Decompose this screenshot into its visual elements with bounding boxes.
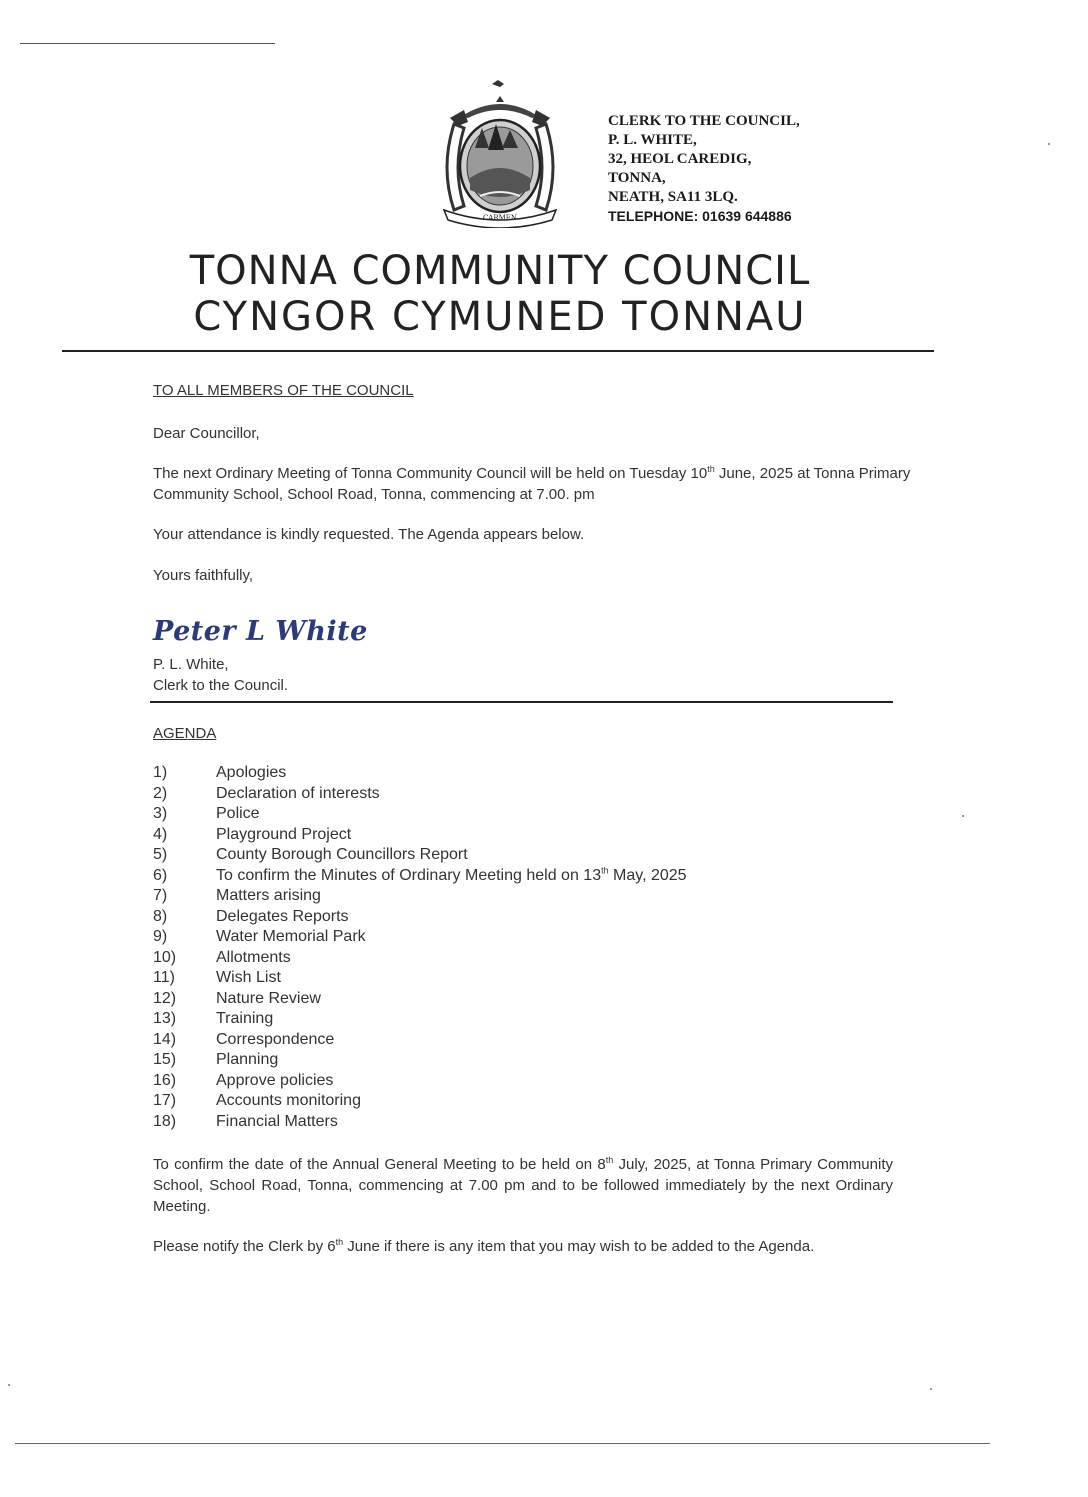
address-line-name: P. L. WHITE, (608, 132, 697, 148)
closing-phrase: Yours faithfully, (153, 567, 254, 584)
agenda-item-number: 1) (153, 764, 168, 781)
scan-speck (930, 1388, 932, 1390)
agenda-item-label: Financial Matters (216, 1112, 338, 1130)
scan-speck (962, 815, 964, 817)
signatory-name: P. L. White, (153, 656, 229, 673)
agenda-item-label: Police (216, 805, 260, 822)
address-line-town: TONNA, (608, 170, 666, 186)
agenda-item (153, 1050, 687, 1071)
agenda-item (153, 968, 687, 989)
agenda-item-number: 4) (153, 825, 168, 843)
agenda-item-number: 14) (153, 1030, 177, 1048)
agenda-item-number: 2) (153, 784, 168, 802)
signatory-role: Clerk to the Council. (153, 677, 289, 694)
meeting-notice-paragraph (153, 463, 913, 505)
agenda-item (153, 927, 687, 948)
agenda-item-number: 16) (153, 1071, 177, 1089)
agenda-item (153, 1091, 687, 1112)
agenda-item-number: 3) (153, 805, 168, 822)
agenda-item-label: Nature Review (216, 989, 321, 1007)
agenda-item (153, 845, 687, 866)
council-crest-icon (430, 78, 570, 228)
agenda-item (153, 1009, 687, 1030)
agenda-item6-sup: th (601, 865, 609, 876)
agenda-item-number: 12) (153, 989, 177, 1007)
agenda-item-label: Correspondence (216, 1030, 335, 1048)
agenda-item-number: 15) (153, 1051, 177, 1068)
agm-text-a: To confirm the date of the Annual General Meeting to be held on 8 (153, 1156, 606, 1173)
agenda-item (153, 948, 687, 969)
notify-sup: th (335, 1237, 344, 1247)
header-divider (62, 350, 934, 352)
agm-paragraph (153, 1154, 893, 1217)
address-line-postcode: NEATH, SA11 3LQ. (608, 189, 738, 205)
agenda-item-label: Allotments (216, 948, 291, 966)
agenda-item-number: 10) (153, 948, 177, 966)
scan-speck (1048, 143, 1050, 145)
address-line-street: 32, HEOL CAREDIG, (608, 151, 752, 167)
agenda-item (153, 907, 687, 928)
agenda-item-label: Declaration of interests (216, 784, 380, 802)
agenda-item-label: Water Memorial Park (216, 928, 366, 945)
agenda-item-number: 11) (153, 969, 175, 986)
agenda-item-label: Matters arising (216, 887, 321, 904)
agm-text-b: July, 2025, at Tonna Primary Community School, School Road, Tonna, commencing at 7.00 pm and to be followed immediately by the next Ordinary Meeting. (153, 1156, 893, 1215)
agenda-item-number: 5) (153, 846, 168, 863)
agenda-item-number: 6) (153, 866, 168, 884)
attendance-paragraph: Your attendance is kindly requested. The Agenda appears below. (153, 526, 585, 543)
agenda-item (153, 886, 687, 907)
handwritten-signature: Peter L White (153, 616, 368, 647)
council-title-welsh: CYNGOR CYMUNED TONNAU (193, 294, 807, 340)
agenda-item-label: Training (216, 1010, 274, 1027)
agenda-item-label: Apologies (216, 764, 287, 781)
scan-speck (8, 1384, 10, 1386)
address-line-clerk: CLERK TO THE COUNCIL, (608, 113, 800, 129)
council-title-english: TONNA COMMUNITY COUNCIL (189, 248, 811, 294)
agenda-item-label (216, 866, 687, 887)
address-telephone: TELEPHONE: 01639 644886 (608, 208, 792, 224)
agenda-item-number: 8) (153, 907, 168, 925)
notify-text-a: Please notify the Clerk by 6 (153, 1238, 336, 1255)
agenda-item-label: Wish List (216, 969, 281, 986)
agenda-item-number: 9) (153, 928, 168, 945)
agenda-item-number: 18) (153, 1112, 177, 1130)
agenda-item (153, 989, 687, 1010)
addressee-heading: TO ALL MEMBERS OF THE COUNCIL (153, 382, 414, 399)
agenda-item-number: 13) (153, 1010, 177, 1027)
agenda-item (153, 763, 687, 784)
signature-divider (150, 701, 893, 703)
agenda-item (153, 866, 687, 887)
agenda-item (153, 1112, 687, 1133)
agenda-item-label: Planning (216, 1051, 279, 1068)
agenda-item6-text-b: May, 2025 (608, 866, 687, 884)
agenda-item-label: County Borough Councillors Report (216, 846, 468, 863)
agm-sup: th (605, 1155, 614, 1165)
agenda-item (153, 1071, 687, 1092)
agenda-item-label: Approve policies (216, 1071, 334, 1089)
agenda-item (153, 1030, 687, 1051)
agenda-item-label: Delegates Reports (216, 907, 349, 925)
agenda-list (153, 763, 687, 1132)
meeting-notice-sup: th (707, 464, 715, 474)
notify-paragraph (153, 1236, 893, 1257)
agenda-item-label: Playground Project (216, 825, 352, 843)
agenda-item-number: 17) (153, 1092, 177, 1109)
agenda-item-label: Accounts monitoring (216, 1092, 361, 1109)
agenda-item (153, 825, 687, 846)
meeting-notice-text-a: The next Ordinary Meeting of Tonna Community Council will be held on Tuesday 10 (153, 465, 708, 482)
scan-edge-line (20, 43, 275, 44)
agenda-heading: AGENDA (153, 725, 217, 742)
agenda-item (153, 784, 687, 805)
meeting-notice-text-b: June, 2025 at Tonna Primary Community School, School Road, Tonna, commencing at 7.00. pm (153, 465, 911, 503)
scan-edge-line (15, 1443, 990, 1444)
agenda-item6-text-a: To confirm the Minutes of Ordinary Meeting held on 13 (216, 866, 602, 884)
crest-motto: CARMEN (482, 214, 518, 222)
agenda-item (153, 804, 687, 825)
agenda-item-number: 7) (153, 887, 168, 904)
clerk-address-block (608, 112, 800, 226)
salutation: Dear Councillor, (153, 425, 260, 442)
notify-text-b: June if there is any item that you may wish to be added to the Agenda. (343, 1238, 815, 1255)
